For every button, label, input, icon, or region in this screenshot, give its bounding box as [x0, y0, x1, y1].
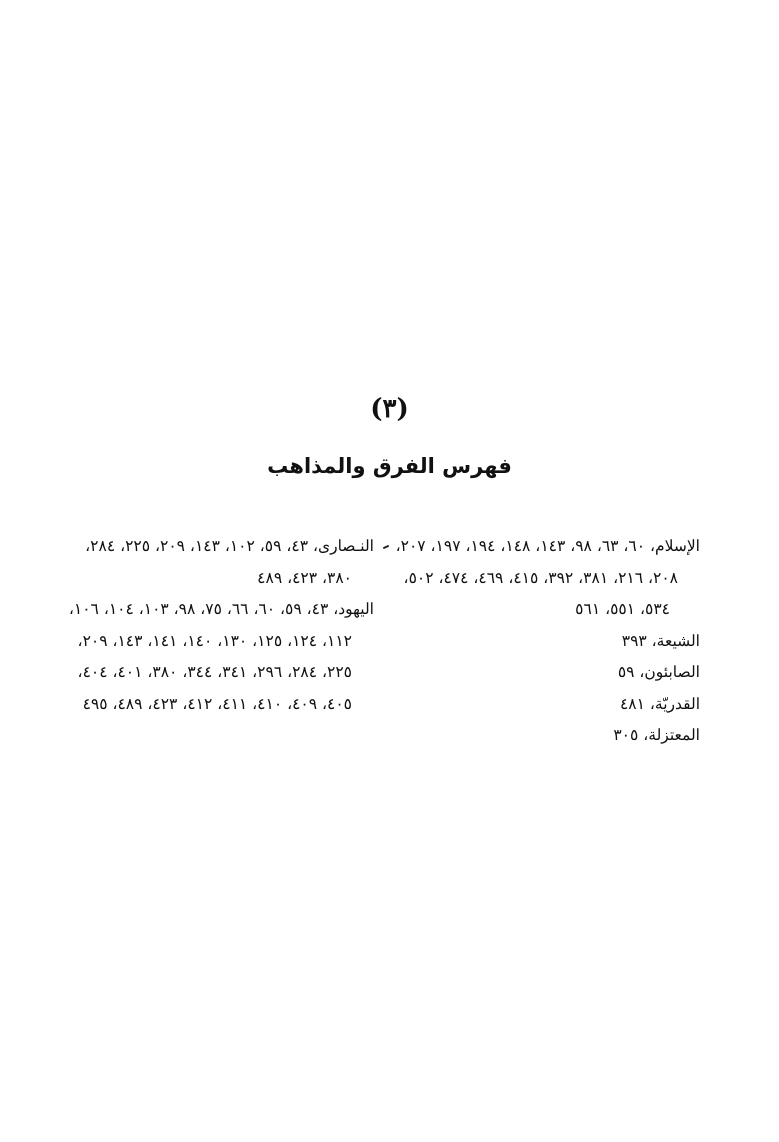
- index-entry: الصابئون، ٥٩: [617, 663, 700, 681]
- index-entry-continuation: ٢٠٨، ٢١٦، ٣٨١، ٣٩٢، ٤١٥، ٤٦٩، ٤٧٤، ٥٠٢،: [403, 568, 678, 587]
- index-entry: الإسلام، ٦٠، ٦٣، ٩٨، ١٤٣، ١٤٨، ١٩٤، ١٩٧، ٢٠٧،: [395, 537, 700, 555]
- index-entry-continuation: ١١٢، ١٢٤، ١٢٥، ١٣٠، ١٤٠، ١٤١، ١٤٣، ٢٠٩،: [77, 631, 352, 650]
- index-entry: المعتزلة، ٣٠٥: [613, 726, 700, 744]
- index-entry: اليهود، ٤٣، ٥٩، ٦٠، ٦٦، ٧٥، ٩٨، ١٠٣، ١٠٤، ١٠٦،: [68, 600, 374, 618]
- index-entry-continuation: ٥٣٤، ٥٥١، ٥٦١: [575, 600, 670, 618]
- index-entry: النـصارى، ٤٣، ٥٩، ١٠٢، ١٤٣، ٢٠٩، ٢٢٥، ٢٨٤،: [85, 537, 374, 555]
- index-column-right: [390, 531, 700, 752]
- index-entry-continuation: ٤٠٥، ٤٠٩، ٤١٠، ٤١١، ٤١٢، ٤٢٣، ٤٨٩، ٤٩٥: [82, 694, 352, 713]
- index-entry-continuation: ٣٨٠، ٤٢٣، ٤٨٩: [257, 568, 352, 587]
- page-title: فهرس الفرق والمذاهب: [267, 454, 512, 478]
- index-entry: القدريّة، ٤٨١: [619, 694, 700, 713]
- index-entry: الشيعة، ٣٩٣: [621, 631, 700, 650]
- index-column-left: [44, 531, 374, 720]
- print-mark: [383, 545, 389, 549]
- section-number: (٣): [370, 394, 409, 424]
- index-entry-continuation: ٢٢٥، ٢٨٤، ٢٩٦، ٣٤١، ٣٤٤، ٣٨٠، ٤٠١، ٤٠٤،: [77, 663, 352, 681]
